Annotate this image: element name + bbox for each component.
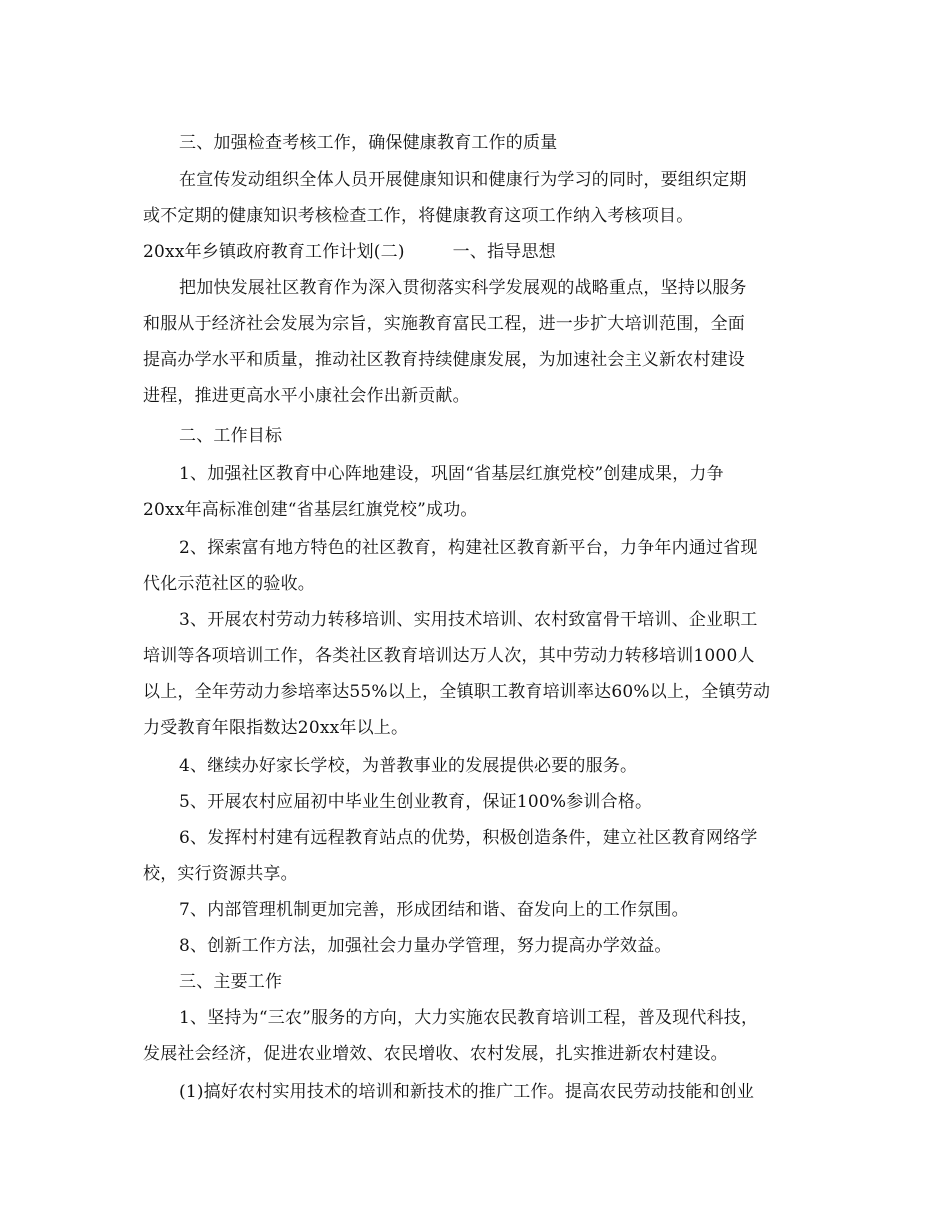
heading-work-goals: 二、工作目标 bbox=[179, 426, 283, 446]
goal-item: 6、发挥村村建有远程教育站点的优势，积极创造条件，建立社区教育网络学 bbox=[179, 828, 758, 848]
goal-item: 3、开展农村劳动力转移培训、实用技术培训、农村致富骨干培训、企业职工 bbox=[179, 610, 758, 630]
paragraph-line: 把加快发展社区教育作为深入贯彻落实科学发展观的战略重点，坚持以服务 bbox=[179, 278, 747, 298]
goal-item-cont: 校，实行资源共享。 bbox=[143, 864, 298, 884]
main-work-item-cont: 发展社会经济，促进农业增效、农民增收、农村发展，扎实推进新农村建设。 bbox=[143, 1044, 728, 1064]
paragraph-line: 进程，推进更高水平小康社会作出新贡献。 bbox=[143, 386, 470, 406]
goal-item: 4、继续办好家长学校，为普教事业的发展提供必要的服务。 bbox=[179, 756, 638, 776]
goal-item: 8、创新工作方法，加强社会力量办学管理，努力提高办学效益。 bbox=[179, 936, 672, 956]
goal-item: 2、探索富有地方特色的社区教育，构建社区教育新平台，力争年内通过省现 bbox=[179, 538, 758, 558]
paragraph-line: 和服从于经济社会发展为宗旨，实施教育富民工程，进一步扩大培训范围，全面 bbox=[143, 314, 745, 334]
plan-title: 20xx年乡镇政府教育工作计划(二) bbox=[143, 242, 405, 262]
goal-item: 5、开展农村应届初中毕业生创业教育，保证100%参训合格。 bbox=[179, 792, 653, 812]
paragraph-line: 在宣传发动组织全体人员开展健康知识和健康行为学习的同时，要组织定期 bbox=[179, 170, 747, 190]
heading-main-work: 三、主要工作 bbox=[179, 972, 283, 992]
goal-item: 1、加强社区教育中心阵地建设，巩固“省基层红旗党校”创建成果，力争 bbox=[179, 464, 724, 484]
goal-item-cont: 20xx年高标准创建“省基层红旗党校”成功。 bbox=[143, 500, 478, 520]
goal-item-cont: 培训等各项培训工作，各类社区教育培训达万人次，其中劳动力转移培训1000人 bbox=[143, 646, 755, 666]
paragraph-line: 或不定期的健康知识考核检查工作，将健康教育这项工作纳入考核项目。 bbox=[143, 206, 694, 226]
heading-guiding-thought: 一、指导思想 bbox=[452, 242, 556, 262]
goal-item: 7、内部管理机制更加完善，形成团结和谐、奋发向上的工作氛围。 bbox=[179, 900, 689, 920]
goal-item-cont: 代化示范社区的验收。 bbox=[143, 574, 315, 594]
plan-title-line bbox=[143, 234, 823, 270]
paragraph-line: 提高办学水平和质量，推动社区教育持续健康发展，为加速社会主义新农村建设 bbox=[143, 350, 745, 370]
section-heading-inspection: 三、加强检查考核工作，确保健康教育工作的质量 bbox=[179, 133, 558, 153]
goal-item-cont: 力受教育年限指数达20xx年以上。 bbox=[143, 718, 409, 738]
goal-item-cont: 以上，全年劳动力参培率达55%以上，全镇职工教育培训率达60%以上，全镇劳动 bbox=[143, 682, 771, 702]
main-work-item: 1、坚持为“三农”服务的方向，大力实施农民教育培训工程，普及现代科技， bbox=[179, 1008, 759, 1028]
main-work-subitem: (1)搞好农村实用技术的培训和新技术的推广工作。提高农民劳动技能和创业 bbox=[179, 1082, 755, 1102]
